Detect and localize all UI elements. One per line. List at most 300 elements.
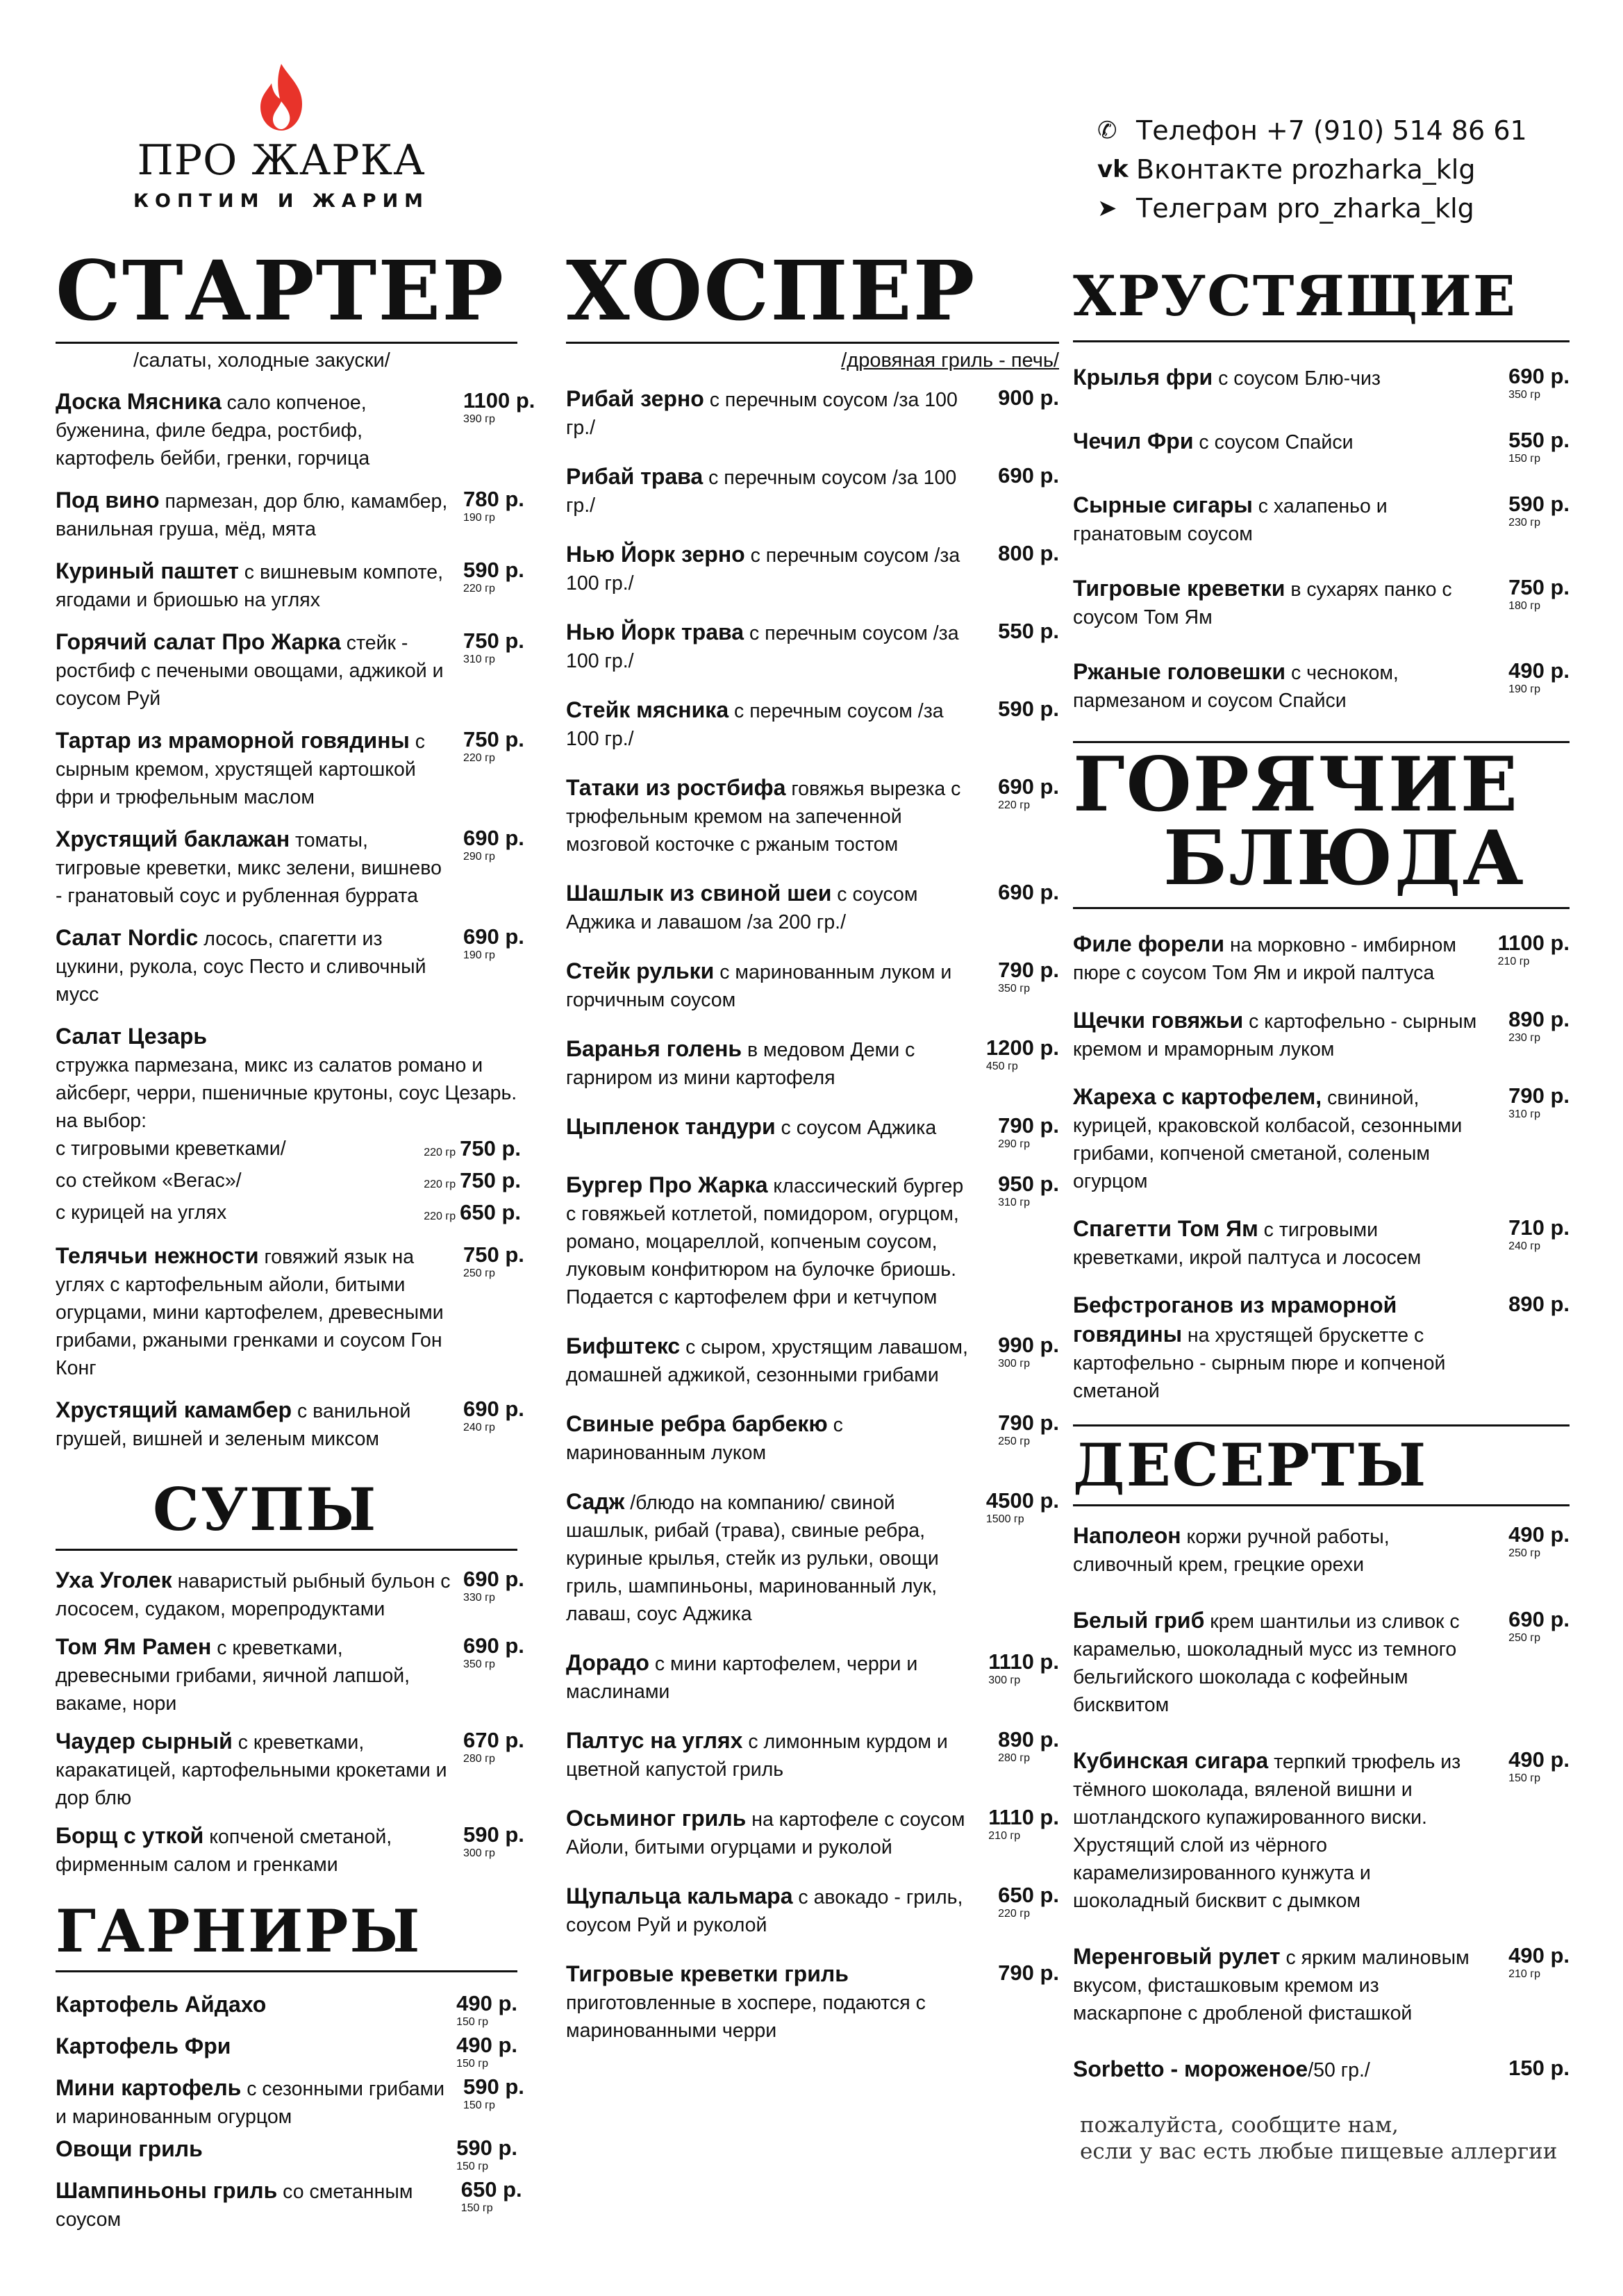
item-name: Овощи гриль — [56, 2136, 203, 2161]
item-weight: 330 гр — [463, 1592, 495, 1604]
caesar-option — [56, 1167, 521, 1199]
item-price: 4500 р. — [985, 1488, 1059, 1513]
item-price: 750 р. — [463, 629, 524, 653]
item-weight: 240 гр — [1508, 1240, 1540, 1252]
item-price: 790 р. — [998, 958, 1059, 982]
flame-icon — [253, 63, 309, 132]
garnish-heading: ГАРНИРЫ — [56, 1888, 517, 1972]
item-weight: 250 гр — [1508, 1547, 1540, 1559]
item-name: Татаки из ростбифа — [566, 775, 786, 800]
item-price: 890 р. — [1508, 1006, 1570, 1031]
item-price: 670 р. — [463, 1728, 524, 1752]
menu-item — [566, 1488, 1059, 1628]
item-name: Стейк рульки — [566, 958, 715, 983]
item-desc: со сметанным соусом — [56, 2181, 413, 2231]
item-desc: сало копченое, буженина, филе бедра, ростбиф, картофель бейби, гренки, горчица — [56, 392, 370, 469]
item-name: Бифштекс — [566, 1333, 681, 1358]
item-price: 1100 р. — [463, 388, 535, 413]
item-price: 690 р. — [463, 1567, 524, 1591]
menu-item — [56, 1242, 524, 1382]
item-price: 490 р. — [456, 1991, 517, 2015]
item-weight: 310 гр — [998, 1197, 1030, 1208]
contact-vk[interactable] — [1097, 150, 1527, 189]
menu-item — [1073, 930, 1570, 987]
item-desc: в медовом Деми с гарниром из мини картофеля — [566, 1039, 915, 1089]
item-price: 900 р. — [998, 385, 1059, 410]
menu-item — [566, 1410, 1059, 1467]
hot-heading — [1073, 741, 1570, 906]
menu-item — [56, 1566, 524, 1623]
item-name: Борщ с уткой — [56, 1823, 204, 1848]
item-desc: с перечным соусом /за 100 гр./ — [566, 467, 957, 517]
item-name: Крылья фри — [1073, 365, 1213, 390]
item-desc: в сухарях панко с соусом Том Ям — [1073, 579, 1452, 629]
item-name: Белый гриб — [1073, 1607, 1205, 1633]
item-price: 750 р. — [463, 1242, 524, 1267]
item-weight: 390 гр — [463, 413, 495, 425]
item-name: Дорадо — [566, 1650, 649, 1675]
item-weight: 190 гр — [463, 512, 495, 524]
menu-item — [566, 957, 1059, 1014]
item-name: Стейк мясника — [566, 697, 729, 722]
item-name: Спагетти Том Ям — [1073, 1215, 1258, 1241]
item-name: Чаудер сырный — [56, 1729, 233, 1754]
item-desc: на хрустящей брускетте с картофельно - сырным пюре и копченой сметаной — [1073, 1324, 1446, 1402]
item-name: Уха Уголек — [56, 1567, 172, 1592]
item-weight: 290 гр — [463, 851, 495, 863]
item-desc: с картофельно - сырным кремом и мраморным луком — [1073, 1010, 1477, 1060]
menu-item — [566, 1882, 1059, 1939]
caesar-option — [56, 1135, 521, 1167]
caesar-option — [56, 1199, 521, 1231]
item-desc: крем шантильи из сливок с карамелью, шоколадный мусс из темного бельгийского шоколада с кофейным бисквитом — [1073, 1610, 1460, 1716]
menu-item — [56, 557, 524, 614]
contact-phone[interactable] — [1097, 111, 1527, 150]
item-price: 650 р. — [998, 1883, 1059, 1907]
item-weight: 310 гр — [1508, 1108, 1540, 1120]
hosper-subtitle: /дровяная гриль - печь/ — [841, 349, 1059, 372]
item-desc: пармезан, дор блю, камамбер, ванильная груша, мёд, мята — [56, 490, 448, 540]
item-desc: с тигровыми креветками, икрой палтуса и лососем — [1073, 1218, 1422, 1269]
item-desc: с перечным соусом /за 100 гр./ — [566, 700, 944, 750]
item-name: Sorbetto - мороженое — [1073, 2056, 1308, 2081]
item-name: Кубинская сигара — [1073, 1747, 1269, 1773]
menu-item — [1073, 2055, 1570, 2084]
item-price: 690 р. — [463, 826, 524, 850]
item-price: 1110 р. — [988, 1649, 1059, 1674]
item-price: 750 р. — [463, 727, 524, 751]
item-weight: 290 гр — [998, 1138, 1030, 1150]
vk-icon: vk — [1097, 156, 1129, 183]
item-desc: с сыром, хрустящим лавашом, домашней аджикой, сезонными грибами — [566, 1336, 968, 1386]
item-price: 690 р. — [998, 463, 1059, 488]
item-price: 550 р. — [998, 619, 1059, 643]
item-weight: 190 гр — [463, 949, 495, 961]
item-desc: с сезонными грибами и маринованным огурцом — [56, 2078, 445, 2128]
item-price: 690 р. — [463, 1633, 524, 1658]
item-price: 490 р. — [1508, 1943, 1570, 1968]
option-weight: 220 гр — [424, 1179, 456, 1190]
item-price: 1200 р. — [985, 1035, 1059, 1060]
menu-item — [1073, 1083, 1570, 1195]
menu-item — [56, 628, 524, 713]
item-price: 890 р. — [1508, 1291, 1570, 1316]
item-weight: 220 гр — [463, 583, 495, 594]
item-weight: 280 гр — [463, 1753, 495, 1765]
item-name: Горячий салат Про Жарка — [56, 629, 341, 654]
item-desc: стружка пармезана, микс из салатов романо и айсберг, черри, пшеничные крутоны, соус Цезарь. — [56, 1054, 517, 1104]
item-weight: 450 гр — [985, 1060, 1018, 1072]
item-weight: 250 гр — [1508, 1631, 1540, 1644]
item-desc: томаты, тигровые креветки, микс зелени, вишнево - гранатовый соус и рубленная буррата — [56, 829, 442, 907]
item-price: 690 р. — [1508, 364, 1570, 388]
item-price: 590 р. — [1508, 492, 1570, 516]
item-desc: приготовленные в хоспере, подаются с маринованными черри — [566, 1992, 926, 2042]
telegram-icon: ➤ — [1097, 194, 1117, 222]
item-desc: с перечным соусом /за 100 гр./ — [566, 622, 959, 672]
item-weight: 300 гр — [463, 1847, 495, 1859]
menu-item — [56, 2177, 522, 2233]
item-name: Шампиньоны гриль — [56, 2178, 278, 2203]
item-price: 590 р. — [998, 697, 1059, 721]
starter-list-2 — [56, 1242, 524, 1453]
item-name: Тигровые креветки гриль — [566, 1961, 849, 1986]
item-name: Бургер Про Жарка — [566, 1172, 768, 1197]
item-desc: с лимонным курдом и цветной капустой гриль — [566, 1731, 948, 1781]
item-weight: 1500 гр — [985, 1513, 1024, 1525]
soups-list — [56, 1566, 524, 1879]
item-price: 690 р. — [463, 924, 524, 949]
item-weight: 250 гр — [463, 1267, 495, 1279]
item-desc: с мини картофелем, черри и маслинами — [566, 1653, 918, 1703]
menu-item — [566, 1727, 1059, 1783]
item-weight: 150 гр — [463, 2099, 495, 2111]
menu-item — [566, 879, 1059, 936]
item-desc: на картофеле с соусом Айоли, битыми огурцами и руколой — [566, 1808, 965, 1858]
item-weight: 210 гр — [1508, 1968, 1540, 1980]
item-name: Садж — [566, 1489, 625, 1514]
menu-item — [1073, 1606, 1570, 1719]
item-name: Палтус на углях — [566, 1728, 743, 1753]
item-weight: 190 гр — [1508, 683, 1540, 695]
option-label: с курицей на углях — [56, 1201, 227, 1224]
item-price: 950 р. — [998, 1172, 1059, 1196]
menu-item — [56, 1822, 524, 1879]
item-weight: 210 гр — [988, 1830, 1021, 1842]
item-name: Нью Йорк зерно — [566, 542, 745, 567]
contacts — [1097, 111, 1527, 228]
item-price: 1100 р. — [1497, 930, 1570, 955]
item-weight: 300 гр — [988, 1674, 1021, 1686]
item-name: Ржаные головешки — [1073, 659, 1286, 684]
item-desc: с перечным соусом /за 100 гр./ — [566, 544, 960, 594]
soups-heading: СУПЫ — [56, 1467, 517, 1551]
item-desc: стейк - ростбиф с печеными овощами, аджикой и соусом Руй — [56, 632, 444, 710]
item-name: Куриный паштет — [56, 558, 239, 583]
item-desc: говяжья вырезка с трюфельным кремом на запеченной мозговой косточке с ржаным тостом — [566, 778, 961, 856]
item-name: Рибай трава — [566, 464, 704, 489]
crispy-list — [1073, 363, 1570, 715]
item-name: Филе форели — [1073, 931, 1225, 956]
hot-heading-line1: ГОРЯЧИЕ — [1073, 741, 1520, 829]
item-price: 590 р. — [456, 2136, 517, 2160]
item-weight: 240 гр — [463, 1422, 495, 1433]
item-name: Бефстроганов из мраморной говядины — [1073, 1292, 1397, 1347]
item-name: Меренговый рулет — [1073, 1943, 1281, 1969]
menu-item-caesar — [56, 1022, 517, 1135]
item-name: Нью Йорк трава — [566, 619, 744, 644]
item-price: 490 р. — [1508, 1747, 1570, 1772]
menu-item — [566, 540, 1059, 597]
item-desc: свининой, курицей, краковской колбасой, сезонными грибами, копченой сметаной, соленым огурцом — [1073, 1086, 1463, 1192]
item-price: 690 р. — [1508, 1606, 1570, 1631]
item-desc: с соусом Аджика и лавашом /за 200 гр./ — [566, 883, 918, 933]
allergy-line-1: пожалуйста, сообщите нам, — [1080, 2112, 1399, 2138]
menu-item — [566, 1171, 1059, 1311]
item-price: 790 р. — [998, 1961, 1059, 1985]
hosper-list — [566, 385, 1059, 2045]
item-weight: 350 гр — [1508, 389, 1540, 401]
menu-item — [1073, 574, 1570, 631]
item-desc: с креветками, древесными грибами, яичной лапшой, вакаме, нори — [56, 1637, 410, 1715]
option-price: 750 р. — [460, 1168, 521, 1192]
column-middle — [566, 242, 1059, 2065]
item-price: 750 р. — [1508, 575, 1570, 599]
starter-subtitle: /салаты, холодные закуски/ — [133, 349, 390, 372]
menu-item — [1073, 491, 1570, 548]
menu-item — [56, 726, 524, 811]
item-desc: с соусом Спайси — [1193, 431, 1354, 454]
menu-item — [566, 1332, 1059, 1389]
item-price: 1110 р. — [988, 1805, 1059, 1829]
menu-item — [566, 774, 1059, 858]
item-desc: с креветками, каракатицей, картофельными крокетами и дор блю — [56, 1731, 447, 1809]
menu-item — [56, 2032, 517, 2070]
option-price: 750 р. — [460, 1136, 521, 1161]
menu-item — [56, 486, 524, 543]
option-weight: 220 гр — [424, 1147, 456, 1158]
item-price: 790 р. — [998, 1113, 1059, 1138]
item-desc: копченой сметаной, фирменным салом и гренками — [56, 1826, 392, 1876]
item-weight: 230 гр — [1508, 1031, 1540, 1044]
item-desc: с соусом Аджика — [775, 1117, 937, 1139]
brand-name: ПРО ЖАРКА — [137, 136, 426, 185]
menu-item — [56, 1633, 524, 1717]
item-desc: с сырным кремом, хрустящей картошкой фри и трюфельным маслом — [56, 731, 426, 808]
menu-item — [566, 618, 1059, 675]
menu-item — [566, 1960, 1059, 2045]
desserts-heading: ДЕСЕРТЫ — [1073, 1424, 1570, 1506]
allergy-note — [1073, 2112, 1570, 2165]
item-name: Хрустящий баклажан — [56, 826, 290, 851]
menu-item — [1073, 658, 1570, 715]
item-weight: 210 гр — [1497, 955, 1530, 967]
item-weight: 150 гр — [456, 2016, 488, 2028]
menu-item — [566, 463, 1059, 519]
item-price: 590 р. — [463, 1822, 524, 1847]
item-name: Свиные ребра барбекю — [566, 1411, 828, 1436]
item-price: 690 р. — [463, 1397, 524, 1421]
item-price: 650 р. — [460, 2177, 522, 2202]
item-name: Щечки говяжьи — [1073, 1007, 1244, 1033]
item-price: 150 р. — [1508, 2055, 1570, 2080]
menu-item — [1073, 1215, 1570, 1272]
item-desc: коржи ручной работы, сливочный крем, грецкие орехи — [1073, 1525, 1390, 1576]
hot-bottom-rule — [1073, 907, 1570, 909]
hot-list — [1073, 930, 1570, 1405]
item-desc: с ванильной грушей, вишней и зеленым миксом — [56, 1400, 411, 1450]
item-price: 710 р. — [1508, 1215, 1570, 1240]
item-desc: терпкий трюфель из тёмного шоколада, вяленой вишни и шотландского купажированного виски. Хрустящий слой из чёрного карамелизированного кунжута и шоколадный бисквит с дымком — [1073, 1750, 1461, 1912]
starter-heading: СТАРТЕР — [56, 250, 517, 344]
item-price: 790 р. — [998, 1411, 1059, 1435]
item-name: Салат Nordic — [56, 925, 199, 950]
item-desc: с маринованным луком — [566, 1414, 843, 1464]
menu-item — [56, 2074, 524, 2131]
option-label: со стейком «Вегас»/ — [56, 1170, 242, 1192]
menu-item — [566, 385, 1059, 442]
menu-item — [1073, 1747, 1570, 1915]
menu-item — [56, 1990, 517, 2028]
item-name: Мини картофель — [56, 2075, 242, 2100]
option-label: с тигровыми креветками/ — [56, 1138, 286, 1160]
contact-text: Вконтакте prozharka_klg — [1136, 154, 1476, 185]
item-desc: с халапеньо и гранатовым соусом — [1073, 495, 1388, 545]
item-desc: наваристый рыбный бульон с лососем, судаком, морепродуктами — [56, 1570, 451, 1620]
item-price: 550 р. — [1508, 428, 1570, 452]
contact-text: Телефон +7 (910) 514 86 61 — [1136, 115, 1527, 146]
menu-item — [566, 696, 1059, 753]
item-desc: лосось, спагетти из цукини, рукола, соус Песто и сливочный мусс — [56, 928, 426, 1006]
item-price: 490 р. — [456, 2033, 517, 2057]
item-name: Тартар из мраморной говядины — [56, 728, 410, 753]
item-weight: 350 гр — [463, 1658, 495, 1670]
item-name: Щупальца кальмара — [566, 1883, 793, 1908]
menu-item — [56, 388, 535, 472]
menu-item — [56, 1727, 524, 1812]
option-price: 650 р. — [460, 1200, 521, 1224]
menu-item — [566, 1035, 1059, 1092]
hot-heading-line2: БЛЮДА — [1163, 814, 1525, 902]
item-name: Доска Мясника — [56, 389, 222, 414]
item-price: 690 р. — [998, 880, 1059, 904]
item-weight: 150 гр — [1508, 453, 1540, 465]
item-name: Тигровые креветки — [1073, 576, 1285, 601]
item-name: Салат Цезарь — [56, 1024, 208, 1049]
item-weight: 150 гр — [456, 2161, 488, 2172]
item-name: Чечил Фри — [1073, 429, 1194, 454]
item-name: Картофель Айдахо — [56, 1992, 267, 2017]
menu-item — [1073, 363, 1570, 401]
allergy-line-2: если у вас есть любые пищевые аллергии — [1080, 2138, 1558, 2164]
item-weight: 220 гр — [998, 799, 1030, 811]
logo — [132, 63, 431, 212]
item-name: Наполеон — [1073, 1522, 1181, 1548]
item-desc: с маринованным луком и горчичным соусом — [566, 961, 952, 1011]
item-desc: с чесноком, пармезаном и соусом Спайси — [1073, 662, 1399, 712]
menu-item — [56, 924, 524, 1008]
item-weight: 150 гр — [456, 2058, 488, 2070]
item-name: Цыпленок тандури — [566, 1114, 776, 1139]
item-price: 590 р. — [463, 2074, 524, 2099]
desserts-list — [1073, 1522, 1570, 2084]
menu-item — [56, 2135, 517, 2172]
menu-item — [1073, 1291, 1570, 1405]
garnish-list — [56, 1990, 524, 2233]
item-desc: /50 гр./ — [1308, 2058, 1370, 2081]
column-right — [1073, 250, 1570, 2165]
option-weight: 220 гр — [424, 1211, 456, 1222]
item-price: 800 р. — [998, 541, 1059, 565]
menu-item — [1073, 1943, 1570, 2027]
item-name: Картофель Фри — [56, 2033, 231, 2058]
phone-icon: ✆ — [1097, 117, 1117, 144]
item-price: 890 р. — [998, 1727, 1059, 1752]
brand-tagline: КОПТИМ И ЖАРИМ — [133, 190, 430, 212]
item-desc: с вишневым компоте, ягодами и бриошью на углях — [56, 561, 443, 611]
contact-telegram[interactable] — [1097, 189, 1527, 228]
menu-item — [566, 1649, 1059, 1706]
item-name: Сырные сигары — [1073, 492, 1253, 517]
item-weight: 310 гр — [463, 654, 495, 665]
menu-item — [1073, 427, 1570, 465]
item-weight: 300 гр — [998, 1358, 1030, 1370]
item-desc: классический бургер с говяжьей котлетой, помидором, огурцом, романо, моцареллой, копченым соусом, луковым конфитюром на булочке бриошь. Подается с картофелем фри и кетчупом — [566, 1175, 964, 1308]
hosper-heading: ХОСПЕР — [566, 250, 1059, 344]
item-name: Жареха с картофелем, — [1073, 1083, 1322, 1109]
item-weight: 150 гр — [1508, 1772, 1540, 1784]
caesar-options — [56, 1135, 521, 1231]
starter-list — [56, 388, 535, 1008]
item-name: Рибай зерно — [566, 386, 704, 411]
menu-item — [56, 1396, 524, 1453]
item-name: Шашлык из свиной шеи — [566, 881, 832, 906]
item-weight: 150 гр — [460, 2202, 493, 2214]
item-name: Под вино — [56, 488, 160, 513]
item-price: 990 р. — [998, 1333, 1059, 1357]
item-weight: 220 гр — [463, 752, 495, 764]
item-desc: с ярким малиновым вкусом, фисташковым кремом из маскарпоне с дробленой фисташкой — [1073, 1946, 1470, 2024]
item-price: 490 р. — [1508, 658, 1570, 683]
item-choice: на выбор: — [56, 1110, 147, 1132]
item-name: Телячьи нежности — [56, 1243, 259, 1268]
contact-text: Телеграм pro_zharka_klg — [1136, 193, 1474, 224]
item-weight: 280 гр — [998, 1752, 1030, 1764]
item-desc: с авокадо - гриль, соусом Руй и руколой — [566, 1886, 963, 1936]
menu-item — [56, 825, 524, 910]
item-desc: говяжий язык на углях с картофельным айоли, битыми огурцами, мини картофелем, древесными грибами, ржаными гренками и соусом Гон Конг — [56, 1246, 444, 1379]
column-left — [56, 242, 535, 2238]
item-name: Баранья голень — [566, 1036, 742, 1061]
item-price: 790 р. — [1508, 1083, 1570, 1108]
menu-item — [1073, 1006, 1570, 1063]
item-name: Том Ям Рамен — [56, 1634, 212, 1659]
menu-item — [1073, 1522, 1570, 1579]
item-weight: 220 гр — [998, 1908, 1030, 1920]
crispy-heading: ХРУСТЯЩИЕ — [1073, 250, 1570, 342]
item-desc: на морковно - имбирном пюре с соусом Том Ям и икрой палтуса — [1073, 933, 1456, 984]
item-name: Хрустящий камамбер — [56, 1397, 292, 1422]
item-weight: 230 гр — [1508, 517, 1540, 529]
item-price: 590 р. — [463, 558, 524, 582]
menu-item — [566, 1804, 1059, 1861]
item-name: Осьминог гриль — [566, 1806, 747, 1831]
item-weight: 250 гр — [998, 1436, 1030, 1447]
menu-item — [566, 1113, 1059, 1150]
item-price: 690 р. — [998, 774, 1059, 799]
item-weight: 350 гр — [998, 983, 1030, 995]
item-price: 490 р. — [1508, 1522, 1570, 1547]
